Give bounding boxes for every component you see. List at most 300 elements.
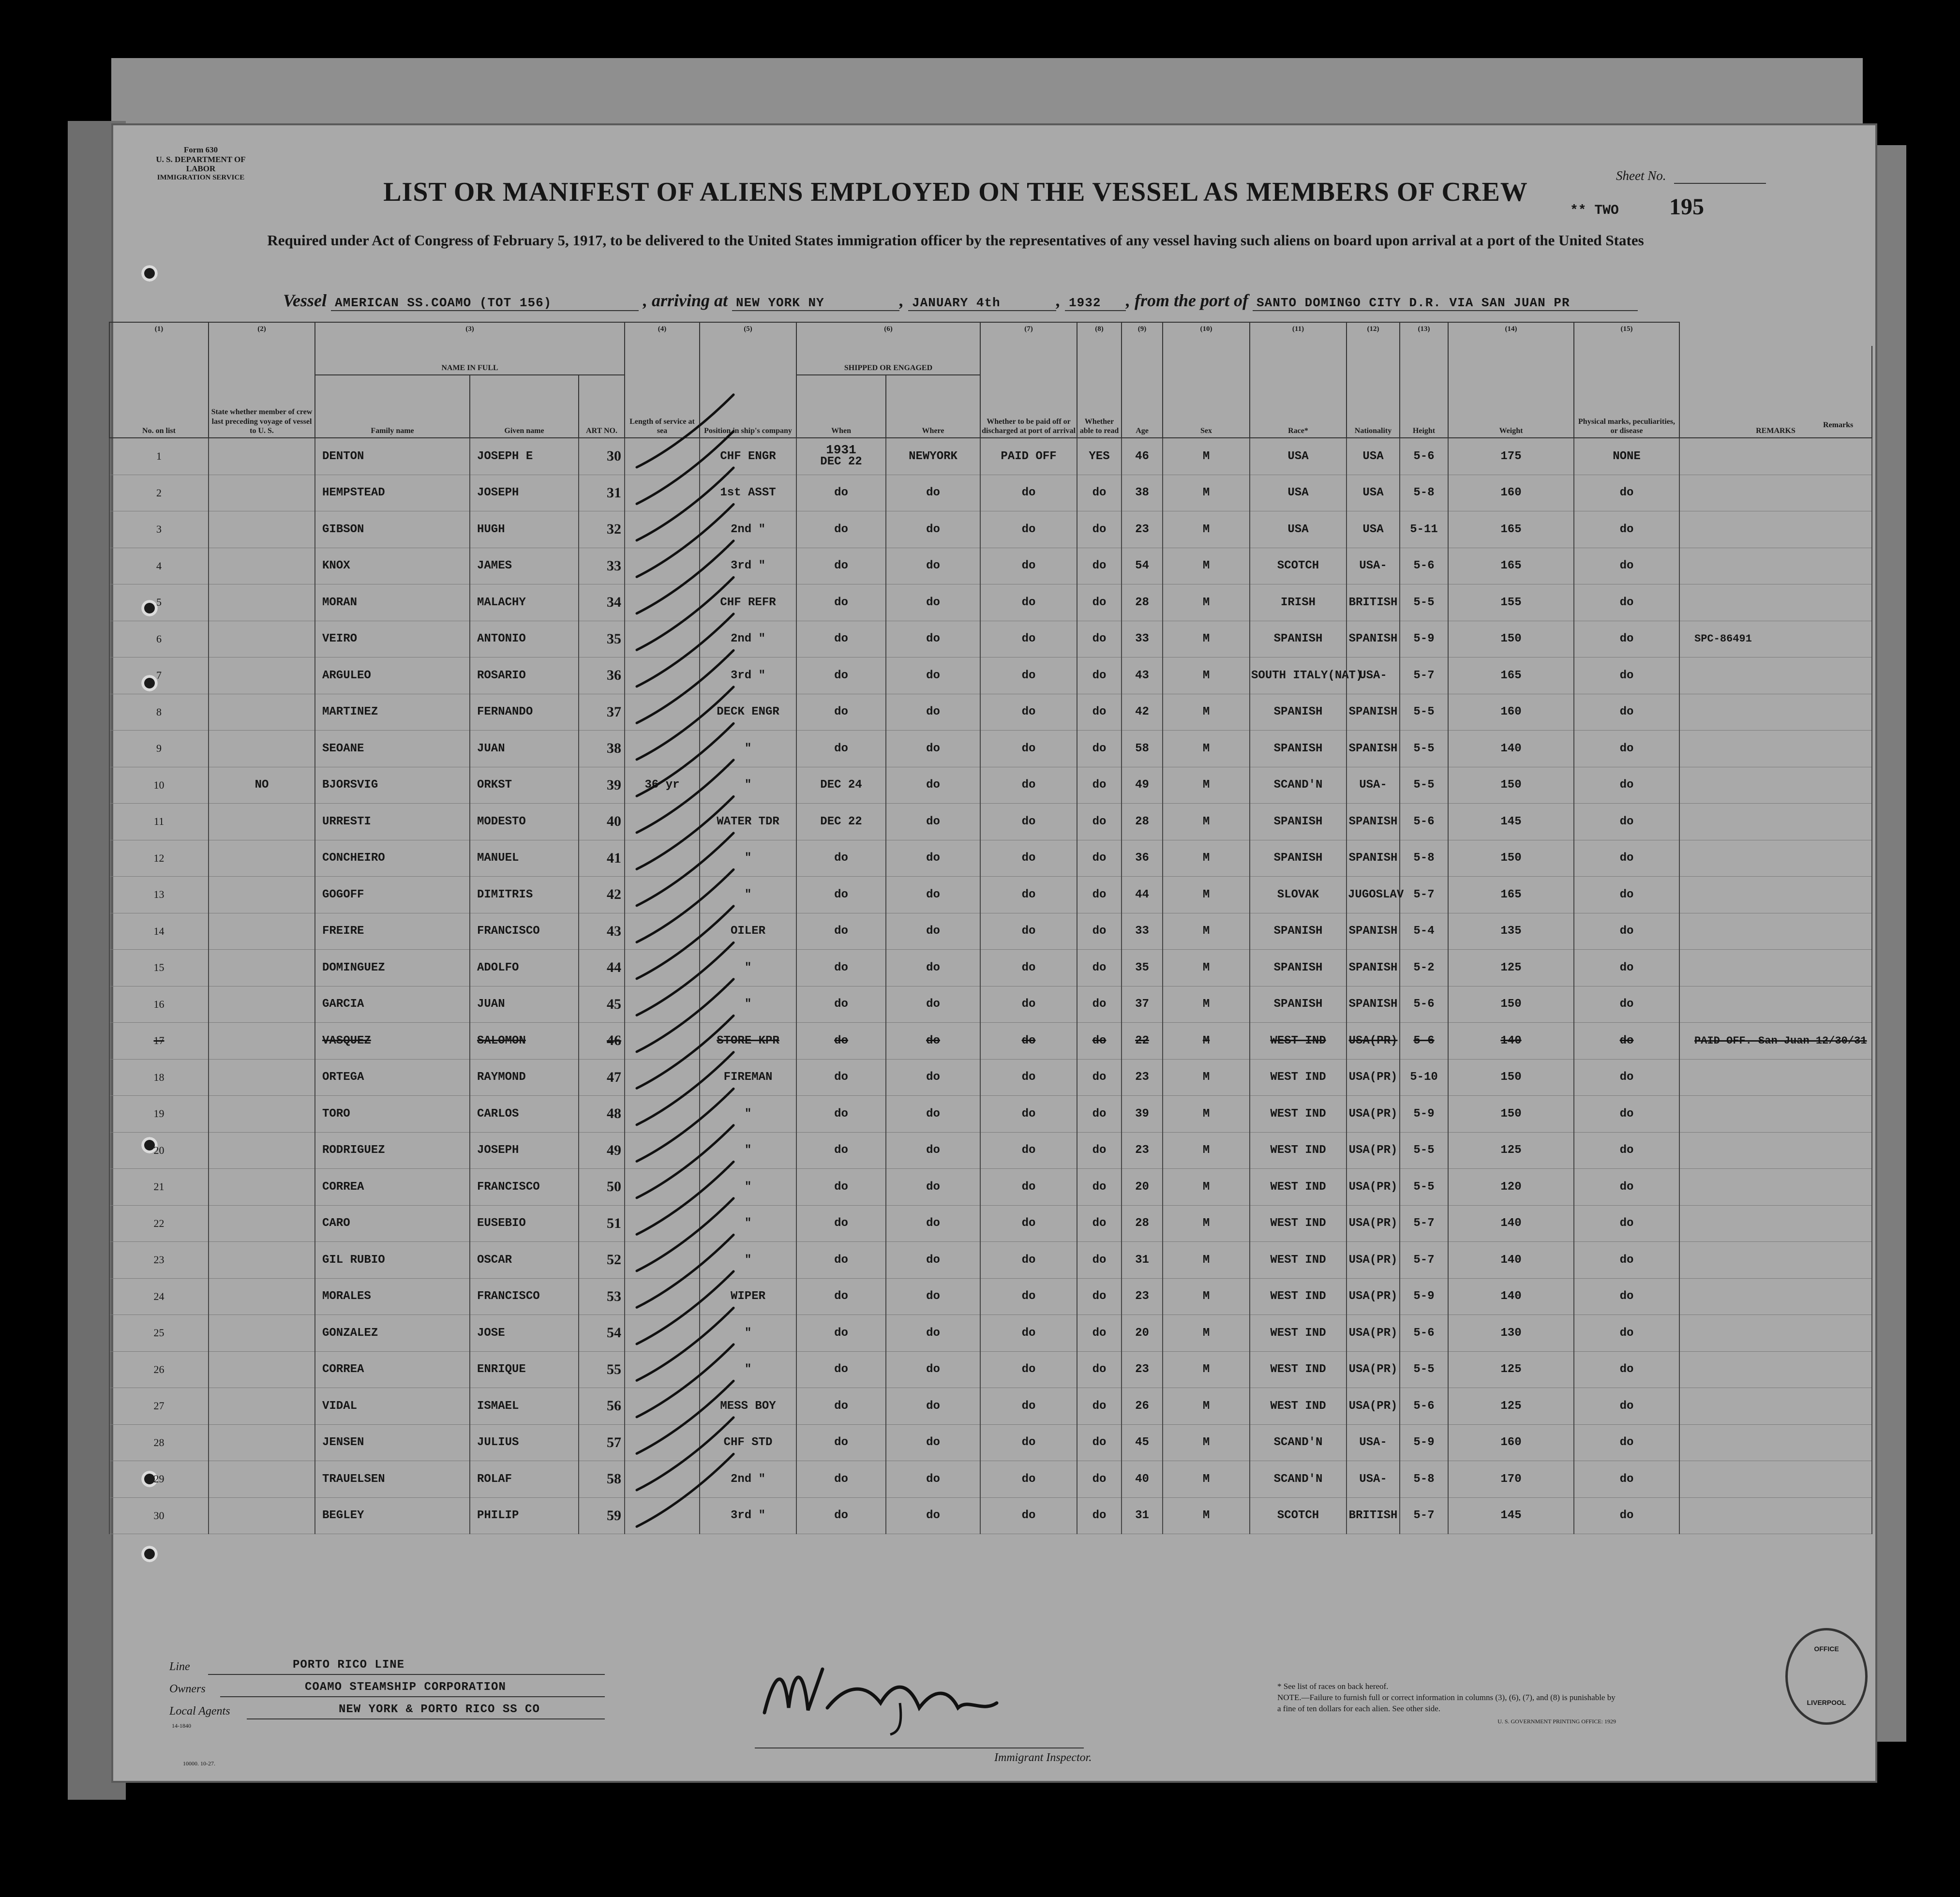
cell-row-number: 13 bbox=[109, 877, 209, 913]
cell-shipped-when: DEC 24 bbox=[796, 767, 886, 804]
cell-physical-marks: do bbox=[1574, 1096, 1679, 1133]
cell-remarks bbox=[1679, 731, 1872, 767]
cell-art-number: 54 bbox=[579, 1315, 625, 1352]
cell-art-number: 55 bbox=[579, 1351, 625, 1388]
cell-row-number: 15 bbox=[109, 950, 209, 986]
cell-shipped-where: do bbox=[886, 1388, 980, 1425]
header-given-name: Given name bbox=[470, 375, 579, 438]
cell-age: 35 bbox=[1122, 950, 1163, 986]
cell-race: WEST IND bbox=[1250, 1205, 1347, 1242]
cell-able-to-read: do bbox=[1077, 621, 1122, 657]
cell-age: 33 bbox=[1122, 621, 1163, 657]
cell-sex: M bbox=[1163, 1242, 1250, 1279]
cell-family-name: CORREA bbox=[315, 1169, 470, 1206]
penalty-note: NOTE.—Failure to furnish full or correct information in columns (3), (6), (7), and (8) is punishable by a fine of ten dollars for each alien. See other side. bbox=[1277, 1692, 1616, 1713]
inspector-label: Immigrant Inspector. bbox=[994, 1751, 1092, 1764]
cell-row-number: 9 bbox=[109, 731, 209, 767]
cell-given-name: ENRIQUE bbox=[470, 1351, 579, 1388]
cell-art-number: 32 bbox=[579, 511, 625, 548]
cell-height: 5-5 bbox=[1400, 584, 1448, 621]
table-row bbox=[109, 804, 1872, 840]
cell-family-name: ARGULEO bbox=[315, 657, 470, 694]
cell-family-name: MORAN bbox=[315, 584, 470, 621]
cell-given-name: JUAN bbox=[470, 986, 579, 1023]
cell-family-name: CONCHEIRO bbox=[315, 840, 470, 877]
table-row bbox=[109, 1096, 1872, 1133]
cell-remarks bbox=[1679, 694, 1872, 731]
cell-state-whether bbox=[209, 1461, 315, 1498]
cell-art-number: 58 bbox=[579, 1461, 625, 1498]
cell-position: CHF STD bbox=[700, 1424, 796, 1461]
cell-race: WEST IND bbox=[1250, 1132, 1347, 1169]
cell-art-number: 37 bbox=[579, 694, 625, 731]
cell-paid-off: do bbox=[980, 475, 1077, 511]
cell-row-number: 23 bbox=[109, 1242, 209, 1279]
cell-height: 5-8 bbox=[1400, 840, 1448, 877]
cell-weight: 120 bbox=[1448, 1169, 1574, 1206]
cell-shipped-when: do bbox=[796, 1169, 886, 1206]
cell-remarks bbox=[1679, 1205, 1872, 1242]
cell-paid-off: do bbox=[980, 1059, 1077, 1096]
cell-position: " bbox=[700, 731, 796, 767]
cell-weight: 140 bbox=[1448, 1278, 1574, 1315]
agents-label: Local Agents bbox=[169, 1705, 230, 1718]
cell-able-to-read: do bbox=[1077, 1315, 1122, 1352]
cell-able-to-read: do bbox=[1077, 767, 1122, 804]
cell-sex: M bbox=[1163, 950, 1250, 986]
cell-shipped-when: do bbox=[796, 1424, 886, 1461]
cell-physical-marks: do bbox=[1574, 694, 1679, 731]
cell-able-to-read: do bbox=[1077, 475, 1122, 511]
cell-shipped-where: do bbox=[886, 475, 980, 511]
cell-position: " bbox=[700, 1315, 796, 1352]
cell-height: 5-5 bbox=[1400, 731, 1448, 767]
cell-shipped-when: do bbox=[796, 1242, 886, 1279]
cell-age: 54 bbox=[1122, 548, 1163, 584]
cell-race: USA bbox=[1250, 511, 1347, 548]
cell-remarks bbox=[1679, 657, 1872, 694]
cell-able-to-read: do bbox=[1077, 1169, 1122, 1206]
cell-able-to-read: do bbox=[1077, 1461, 1122, 1498]
cell-age: 28 bbox=[1122, 584, 1163, 621]
stamp-bottom-text: LIVERPOOL bbox=[1807, 1699, 1846, 1706]
cell-age: 20 bbox=[1122, 1169, 1163, 1206]
cell-height: 5-7 bbox=[1400, 877, 1448, 913]
cell-state-whether bbox=[209, 1315, 315, 1352]
cell-paid-off: do bbox=[980, 1242, 1077, 1279]
cell-shipped-when: do bbox=[796, 657, 886, 694]
cell-paid-off: do bbox=[980, 767, 1077, 804]
table-row bbox=[109, 1023, 1872, 1060]
table-row bbox=[109, 1059, 1872, 1096]
table-row bbox=[109, 1132, 1872, 1169]
cell-paid-off: do bbox=[980, 1461, 1077, 1498]
table-row bbox=[109, 438, 1872, 475]
cell-remarks bbox=[1679, 1424, 1872, 1461]
col-num: (12) bbox=[1347, 322, 1400, 346]
cell-shipped-when: do bbox=[796, 1388, 886, 1425]
cell-given-name: PHILIP bbox=[470, 1497, 579, 1534]
cell-length-of-service bbox=[625, 1132, 700, 1169]
cell-height: 5-5 bbox=[1400, 767, 1448, 804]
cell-race: SPANISH bbox=[1250, 913, 1347, 950]
col-num: (2) bbox=[209, 322, 315, 346]
cell-given-name: OSCAR bbox=[470, 1242, 579, 1279]
cell-art-number: 48 bbox=[579, 1096, 625, 1133]
cell-position: " bbox=[700, 1096, 796, 1133]
table-row bbox=[109, 1278, 1872, 1315]
header-age: Age bbox=[1122, 346, 1163, 438]
cell-family-name: ORTEGA bbox=[315, 1059, 470, 1096]
cell-row-number: 21 bbox=[109, 1169, 209, 1206]
cell-given-name: ROLAF bbox=[470, 1461, 579, 1498]
cell-family-name: GONZALEZ bbox=[315, 1315, 470, 1352]
table-row bbox=[109, 877, 1872, 913]
cell-remarks bbox=[1679, 840, 1872, 877]
cell-state-whether bbox=[209, 877, 315, 913]
cell-weight: 170 bbox=[1448, 1461, 1574, 1498]
cell-sex: M bbox=[1163, 767, 1250, 804]
cell-shipped-where: do bbox=[886, 1315, 980, 1352]
cell-age: 44 bbox=[1122, 877, 1163, 913]
cell-shipped-when: do bbox=[796, 1461, 886, 1498]
cell-physical-marks: do bbox=[1574, 1242, 1679, 1279]
cell-given-name: MODESTO bbox=[470, 804, 579, 840]
cell-shipped-where: do bbox=[886, 621, 980, 657]
cell-physical-marks: do bbox=[1574, 804, 1679, 840]
cell-remarks bbox=[1679, 913, 1872, 950]
cell-row-number: 19 bbox=[109, 1096, 209, 1133]
cell-row-number: 14 bbox=[109, 913, 209, 950]
cell-remarks bbox=[1679, 1132, 1872, 1169]
cell-height: 5-6 bbox=[1400, 438, 1448, 475]
cell-length-of-service bbox=[625, 1023, 700, 1060]
cell-length-of-service bbox=[625, 1169, 700, 1206]
cell-race: SLOVAK bbox=[1250, 877, 1347, 913]
cell-shipped-where: do bbox=[886, 657, 980, 694]
table-row bbox=[109, 950, 1872, 986]
cell-weight: 140 bbox=[1448, 1023, 1574, 1060]
cell-shipped-when: do bbox=[796, 950, 886, 986]
cell-art-number: 43 bbox=[579, 913, 625, 950]
cell-art-number: 44 bbox=[579, 950, 625, 986]
header-state-whether: State whether member of crew last preceding voyage of vessel to U. S. bbox=[209, 346, 315, 438]
table-row bbox=[109, 694, 1872, 731]
cell-position: " bbox=[700, 767, 796, 804]
cell-state-whether bbox=[209, 1351, 315, 1388]
cell-family-name: GIL RUBIO bbox=[315, 1242, 470, 1279]
cell-height: 5-7 bbox=[1400, 657, 1448, 694]
print-code: 14-1840 bbox=[172, 1722, 191, 1729]
cell-art-number: 42 bbox=[579, 877, 625, 913]
cell-nationality: USA(PR) bbox=[1347, 1169, 1400, 1206]
cell-shipped-where: do bbox=[886, 1132, 980, 1169]
sheet-number-word: ** TWO bbox=[1570, 203, 1619, 218]
cell-height: 5-6 bbox=[1400, 804, 1448, 840]
cell-weight: 160 bbox=[1448, 475, 1574, 511]
cell-art-number: 49 bbox=[579, 1132, 625, 1169]
cell-age: 23 bbox=[1122, 511, 1163, 548]
cell-given-name: ROSARIO bbox=[470, 657, 579, 694]
cell-paid-off: do bbox=[980, 1315, 1077, 1352]
cell-state-whether bbox=[209, 438, 315, 475]
cell-physical-marks: do bbox=[1574, 1059, 1679, 1096]
cell-shipped-where: do bbox=[886, 804, 980, 840]
cell-shipped-where: do bbox=[886, 1169, 980, 1206]
cell-able-to-read: do bbox=[1077, 1242, 1122, 1279]
document-subtitle: Required under Act of Congress of February 5, 1917, to be delivered to the United States immigration officer by the representatives of any vessel having such aliens on board upon arrival at a port of the United States bbox=[267, 232, 1644, 249]
cell-able-to-read: do bbox=[1077, 986, 1122, 1023]
cell-length-of-service bbox=[625, 621, 700, 657]
cell-position: " bbox=[700, 950, 796, 986]
cell-weight: 155 bbox=[1448, 584, 1574, 621]
cell-race: SPANISH bbox=[1250, 986, 1347, 1023]
cell-given-name: JUAN bbox=[470, 731, 579, 767]
cell-shipped-when: do bbox=[796, 1059, 886, 1096]
cell-paid-off: do bbox=[980, 877, 1077, 913]
header-sex: Sex bbox=[1163, 346, 1250, 438]
cell-family-name: URRESTI bbox=[315, 804, 470, 840]
cell-given-name: JOSEPH bbox=[470, 475, 579, 511]
cell-given-name: EUSEBIO bbox=[470, 1205, 579, 1242]
vessel-name: AMERICAN SS.COAMO (TOT 156) bbox=[331, 296, 639, 311]
cell-race: SCAND'N bbox=[1250, 767, 1347, 804]
cell-length-of-service bbox=[625, 1278, 700, 1315]
cell-age: 36 bbox=[1122, 840, 1163, 877]
cell-art-number: 30 bbox=[579, 438, 625, 475]
cell-length-of-service bbox=[625, 1461, 700, 1498]
cell-shipped-where: do bbox=[886, 1351, 980, 1388]
cell-state-whether bbox=[209, 1497, 315, 1534]
cell-shipped-when: do bbox=[796, 694, 886, 731]
cell-weight: 150 bbox=[1448, 1059, 1574, 1096]
cell-able-to-read: do bbox=[1077, 1205, 1122, 1242]
cell-given-name: JOSEPH bbox=[470, 1132, 579, 1169]
cell-family-name: GIBSON bbox=[315, 511, 470, 548]
cell-remarks bbox=[1679, 986, 1872, 1023]
cell-sex: M bbox=[1163, 1023, 1250, 1060]
cell-sex: M bbox=[1163, 1315, 1250, 1352]
cell-art-number: 46 bbox=[579, 1023, 625, 1060]
cell-paid-off: do bbox=[980, 840, 1077, 877]
cell-position: " bbox=[700, 1169, 796, 1206]
cell-position: FIREMAN bbox=[700, 1059, 796, 1096]
cell-sex: M bbox=[1163, 840, 1250, 877]
header-art-no: ART NO. bbox=[579, 375, 625, 438]
cell-row-number: 28 bbox=[109, 1424, 209, 1461]
cell-position: STORE KPR bbox=[700, 1023, 796, 1060]
cell-nationality: SPANISH bbox=[1347, 621, 1400, 657]
cell-art-number: 36 bbox=[579, 657, 625, 694]
manifest-body bbox=[109, 438, 1872, 1534]
cell-shipped-when: do bbox=[796, 475, 886, 511]
cell-position: 2nd " bbox=[700, 1461, 796, 1498]
cell-given-name: CARLOS bbox=[470, 1096, 579, 1133]
cell-sex: M bbox=[1163, 804, 1250, 840]
cell-art-number: 38 bbox=[579, 731, 625, 767]
cell-weight: 125 bbox=[1448, 1388, 1574, 1425]
cell-remarks bbox=[1679, 1242, 1872, 1279]
line-underline bbox=[208, 1674, 605, 1675]
cell-race: SPANISH bbox=[1250, 694, 1347, 731]
cell-physical-marks: do bbox=[1574, 840, 1679, 877]
cell-family-name: DENTON bbox=[315, 438, 470, 475]
cell-shipped-where: do bbox=[886, 731, 980, 767]
cell-remarks bbox=[1679, 475, 1872, 511]
col-num: (10) bbox=[1163, 322, 1250, 346]
cell-state-whether bbox=[209, 1169, 315, 1206]
cell-given-name: JOSE bbox=[470, 1315, 579, 1352]
cell-race: SPANISH bbox=[1250, 840, 1347, 877]
cell-physical-marks: do bbox=[1574, 1388, 1679, 1425]
cell-family-name: FREIRE bbox=[315, 913, 470, 950]
cell-row-number: 2 bbox=[109, 475, 209, 511]
cell-shipped-when: do bbox=[796, 1023, 886, 1060]
cell-paid-off: do bbox=[980, 986, 1077, 1023]
cell-height: 5-6 bbox=[1400, 1315, 1448, 1352]
cell-position: " bbox=[700, 986, 796, 1023]
header-where: Where bbox=[886, 375, 980, 438]
cell-remarks bbox=[1679, 1351, 1872, 1388]
cell-height: 5-5 bbox=[1400, 1351, 1448, 1388]
cell-remarks bbox=[1679, 584, 1872, 621]
cell-shipped-where: do bbox=[886, 950, 980, 986]
cell-able-to-read: do bbox=[1077, 1059, 1122, 1096]
cell-nationality: USA(PR) bbox=[1347, 1023, 1400, 1060]
cell-able-to-read: do bbox=[1077, 1424, 1122, 1461]
cell-remarks bbox=[1679, 804, 1872, 840]
table-row bbox=[109, 913, 1872, 950]
cell-art-number: 47 bbox=[579, 1059, 625, 1096]
cell-state-whether: NO bbox=[209, 767, 315, 804]
cell-family-name: CARO bbox=[315, 1205, 470, 1242]
cell-race: WEST IND bbox=[1250, 1023, 1347, 1060]
department-name: U. S. DEPARTMENT OF LABOR bbox=[156, 154, 246, 174]
cell-art-number: 34 bbox=[579, 584, 625, 621]
cell-paid-off: do bbox=[980, 1096, 1077, 1133]
cell-family-name: GOGOFF bbox=[315, 877, 470, 913]
cell-shipped-where: do bbox=[886, 767, 980, 804]
cell-nationality: SPANISH bbox=[1347, 913, 1400, 950]
cell-art-number: 35 bbox=[579, 621, 625, 657]
stamp-top-text: OFFICE bbox=[1814, 1645, 1839, 1653]
cell-race: WEST IND bbox=[1250, 1388, 1347, 1425]
cell-state-whether bbox=[209, 804, 315, 840]
col-num: (11) bbox=[1250, 322, 1347, 346]
cell-given-name: SALOMON bbox=[470, 1023, 579, 1060]
cell-physical-marks: do bbox=[1574, 1205, 1679, 1242]
cell-family-name: HEMPSTEAD bbox=[315, 475, 470, 511]
cell-family-name: BJORSVIG bbox=[315, 767, 470, 804]
cell-row-number: 11 bbox=[109, 804, 209, 840]
cell-given-name: MANUEL bbox=[470, 840, 579, 877]
cell-paid-off: do bbox=[980, 1424, 1077, 1461]
cell-remarks bbox=[1679, 1059, 1872, 1096]
sheet-number: 195 bbox=[1669, 194, 1704, 220]
cell-weight: 150 bbox=[1448, 1096, 1574, 1133]
cell-row-number: 6 bbox=[109, 621, 209, 657]
cell-row-number: 30 bbox=[109, 1497, 209, 1534]
cell-height: 5-5 bbox=[1400, 694, 1448, 731]
cell-remarks bbox=[1679, 1461, 1872, 1498]
cell-shipped-where: do bbox=[886, 1242, 980, 1279]
cell-physical-marks: do bbox=[1574, 511, 1679, 548]
cell-family-name: VASQUEZ bbox=[315, 1023, 470, 1060]
header-when: When bbox=[796, 375, 886, 438]
cell-age: 26 bbox=[1122, 1388, 1163, 1425]
cell-nationality: USA- bbox=[1347, 548, 1400, 584]
cell-able-to-read: do bbox=[1077, 511, 1122, 548]
cell-race: WEST IND bbox=[1250, 1242, 1347, 1279]
table-row bbox=[109, 1497, 1872, 1534]
cell-physical-marks: do bbox=[1574, 877, 1679, 913]
cell-position: 1st ASST bbox=[700, 475, 796, 511]
cell-position: DECK ENGR bbox=[700, 694, 796, 731]
cell-age: 28 bbox=[1122, 1205, 1163, 1242]
cell-age: 58 bbox=[1122, 731, 1163, 767]
cell-weight: 160 bbox=[1448, 1424, 1574, 1461]
cell-shipped-where: do bbox=[886, 986, 980, 1023]
line-value: PORTO RICO LINE bbox=[293, 1658, 405, 1672]
cell-physical-marks: do bbox=[1574, 475, 1679, 511]
cell-state-whether bbox=[209, 475, 315, 511]
col-num: (5) bbox=[700, 322, 796, 346]
header-whether-read: Whether able to read bbox=[1077, 346, 1122, 438]
cell-state-whether bbox=[209, 694, 315, 731]
cell-able-to-read: do bbox=[1077, 1497, 1122, 1534]
cell-row-number: 20 bbox=[109, 1132, 209, 1169]
cell-position: CHF ENGR bbox=[700, 438, 796, 475]
cell-nationality: JUGOSLAV bbox=[1347, 877, 1400, 913]
cell-family-name: VEIRO bbox=[315, 621, 470, 657]
cell-nationality: BRITISH bbox=[1347, 1497, 1400, 1534]
cell-remarks bbox=[1679, 1278, 1872, 1315]
cell-family-name: KNOX bbox=[315, 548, 470, 584]
cell-able-to-read: do bbox=[1077, 1351, 1122, 1388]
cell-art-number: 45 bbox=[579, 986, 625, 1023]
cell-height: 5-8 bbox=[1400, 1461, 1448, 1498]
cell-nationality: USA(PR) bbox=[1347, 1242, 1400, 1279]
header-position: Position in ship's company bbox=[700, 346, 796, 438]
table-row bbox=[109, 731, 1872, 767]
column-header-row-1 bbox=[109, 346, 1872, 375]
cell-paid-off: do bbox=[980, 584, 1077, 621]
cell-height: 5-9 bbox=[1400, 1424, 1448, 1461]
table-row bbox=[109, 475, 1872, 511]
cell-shipped-when: do bbox=[796, 1351, 886, 1388]
cell-remarks bbox=[1679, 877, 1872, 913]
cell-shipped-where: do bbox=[886, 1205, 980, 1242]
cell-race: SCOTCH bbox=[1250, 1497, 1347, 1534]
col-num: (13) bbox=[1400, 322, 1448, 346]
cell-row-number: 25 bbox=[109, 1315, 209, 1352]
cell-remarks: PAID OFF. San Juan 12/30/31 bbox=[1679, 1023, 1872, 1060]
cell-age: 43 bbox=[1122, 657, 1163, 694]
cell-nationality: USA(PR) bbox=[1347, 1132, 1400, 1169]
cell-shipped-where: do bbox=[886, 1278, 980, 1315]
crew-manifest-table bbox=[109, 322, 1872, 1534]
cell-sex: M bbox=[1163, 657, 1250, 694]
cell-length-of-service bbox=[625, 1388, 700, 1425]
cell-able-to-read: do bbox=[1077, 731, 1122, 767]
table-row bbox=[109, 1205, 1872, 1242]
cell-age: 38 bbox=[1122, 475, 1163, 511]
col-num: (3) bbox=[315, 322, 625, 346]
cell-remarks bbox=[1679, 1497, 1872, 1534]
cell-length-of-service bbox=[625, 475, 700, 511]
cell-length-of-service bbox=[625, 584, 700, 621]
cell-state-whether bbox=[209, 1023, 315, 1060]
